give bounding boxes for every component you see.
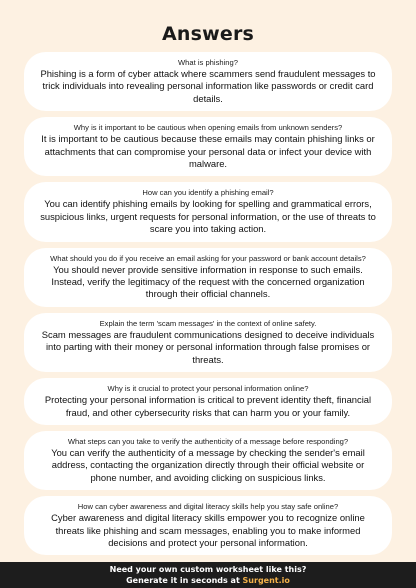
question-text: What steps can you take to verify the authenticity of a message before responding?: [67, 436, 349, 446]
footer-line-2: [0, 575, 416, 586]
question-text: What should you do if you receive an email asking for your password or bank account details?: [50, 253, 366, 263]
surgent-link[interactable]: Surgent.io: [242, 576, 290, 585]
answer-text: Scam messages are fraudulent communications designed to deceive individuals into parting with their money or personal information through false promises or threats.: [41, 328, 375, 365]
answer-text: Cyber awareness and digital literacy skills empower you to recognize online threats like phishing and scam messages, enabling you to make informed decisions and protect your personal information.: [51, 512, 365, 548]
answer-text: You can identify phishing emails by looking for spelling and grammatical errors, suspicious links, urgent requests for personal information, or the use of threats to scare you into taking action.: [40, 198, 376, 235]
answer-list: [0, 52, 416, 555]
answer-text: It is important to be cautious because these emails may contain phishing links or attachments that can compromise your personal data or infect your device with malware.: [41, 133, 375, 170]
answer-text: You should never provide sensitive information in response to such emails. Instead, verify the legitimacy of the request with the concerned organization through their official channels.: [51, 263, 365, 300]
footer-prefix: Generate it in seconds at: [126, 576, 243, 585]
answer-card-2: [24, 117, 392, 176]
answer-card-8: [24, 496, 392, 555]
answer-card-5: [24, 313, 392, 372]
promo-footer: [0, 562, 416, 588]
question-text: Why is it important to be cautious when opening emails from unknown senders?: [73, 123, 343, 133]
page-title: Answers: [161, 23, 255, 45]
question-text: Why is it crucial to protect your personal information online?: [107, 384, 309, 394]
answer-card-7: [24, 431, 392, 490]
answer-text: You can verify the authenticity of a message by checking the sender's email address, contacting the organization directly through their official website or phone number, and avoiding clicking on suspicious links.: [51, 446, 365, 483]
footer-line-1: Need your own custom worksheet like this?: [109, 565, 307, 574]
question-text: How can you identify a phishing email?: [142, 188, 274, 198]
question-text: Explain the term 'scam messages' in the context of online safety.: [99, 318, 317, 328]
answer-card-1: [24, 52, 392, 111]
answer-text: Protecting your personal information is critical to prevent identity theft, financial fraud, and other cybersecurity risks that can harm you or your family.: [44, 394, 372, 418]
answer-card-3: [24, 182, 392, 241]
answer-text: Phishing is a form of cyber attack where scammers send fraudulent messages to trick individuals into revealing personal information like passwords or credit card details.: [40, 68, 376, 104]
question-text: How can cyber awareness and digital literacy skills help you stay safe online?: [77, 502, 339, 512]
answer-card-4: [24, 248, 392, 307]
question-text: What is phishing?: [178, 58, 238, 67]
answer-card-6: [24, 378, 392, 425]
